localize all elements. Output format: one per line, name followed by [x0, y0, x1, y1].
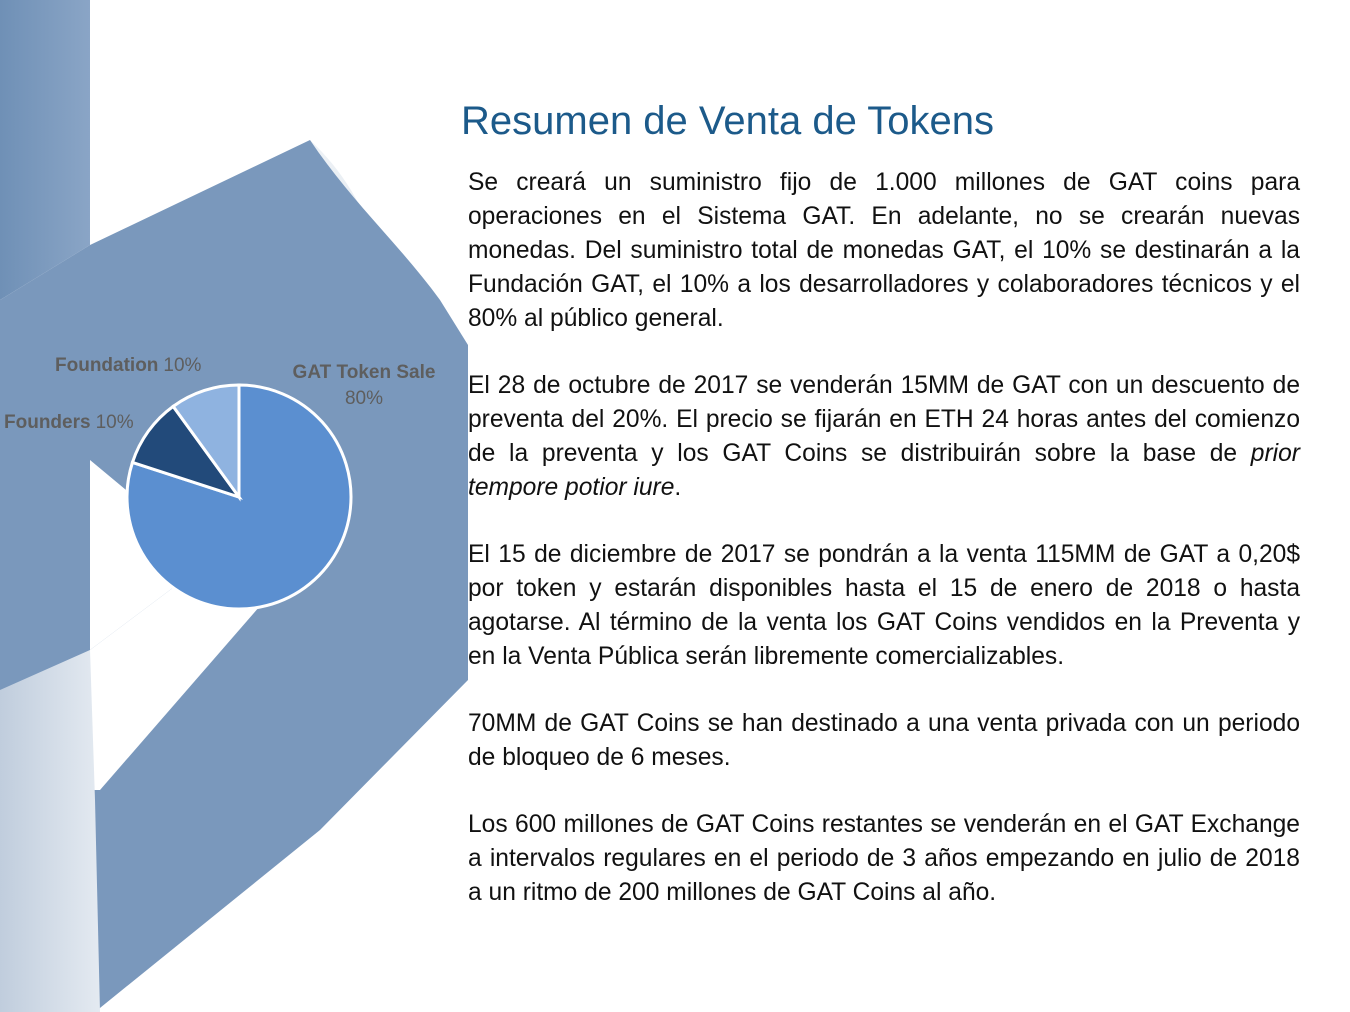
body-text [468, 166, 1300, 943]
paragraph-presale [468, 369, 1300, 505]
paragraph-exchange: Los 600 millones de GAT Coins restantes se venderán en el GAT Exchange a intervalos regulares en el periodo de 3 años empezando en julio de 2018 a un ritmo de 200 millones de GAT Coins al año. [468, 811, 1300, 906]
paragraph-presale-end: . [674, 474, 682, 501]
paragraph-presale-italic: prior tempore potior iure [468, 440, 1300, 501]
paragraph-supply: Se creará un suministro fijo de 1.000 millones de GAT coins para operaciones en el Sistema GAT. En adelante, no se crearán nuevas monedas. Del suministro total de monedas GAT, el 10% se destinarán a la Fundación GAT, el 10% a los desarrolladores y colaboradores técnicos y el 80% al público general. [468, 169, 1300, 332]
pie-label-token-sale: GAT Token Sale [292, 362, 436, 383]
pie-label-foundation: Foundation 10% [55, 355, 202, 376]
pie-label-token-sale-pct: 80% [344, 388, 384, 409]
paragraph-presale-text: El 28 de octubre de 2017 se venderán 15MM de GAT con un descuento de preventa del 20%. El precio se fijarán en ETH 24 horas antes del comienzo de la preventa y los GAT Coins se distribuirán sobre la base de [468, 372, 1300, 467]
token-distribution-pie-chart [0, 0, 460, 640]
paragraph-private-sale: 70MM de GAT Coins se han destinado a una venta privada con un periodo de bloqueo de 6 meses. [468, 710, 1300, 771]
pie-label-founders: Founders 10% [4, 412, 134, 433]
paragraph-public-sale: El 15 de diciembre de 2017 se pondrán a la venta 115MM de GAT a 0,20$ por token y estarán disponibles hasta el 15 de enero de 2018 o hasta agotarse. Al término de la venta los GAT Coins vendidos en la Preventa y en la Venta Pública serán libremente comercializables. [468, 541, 1300, 670]
page-title: Resumen de Venta de Tokens [461, 99, 994, 143]
floor-texture-shape [0, 650, 100, 1012]
